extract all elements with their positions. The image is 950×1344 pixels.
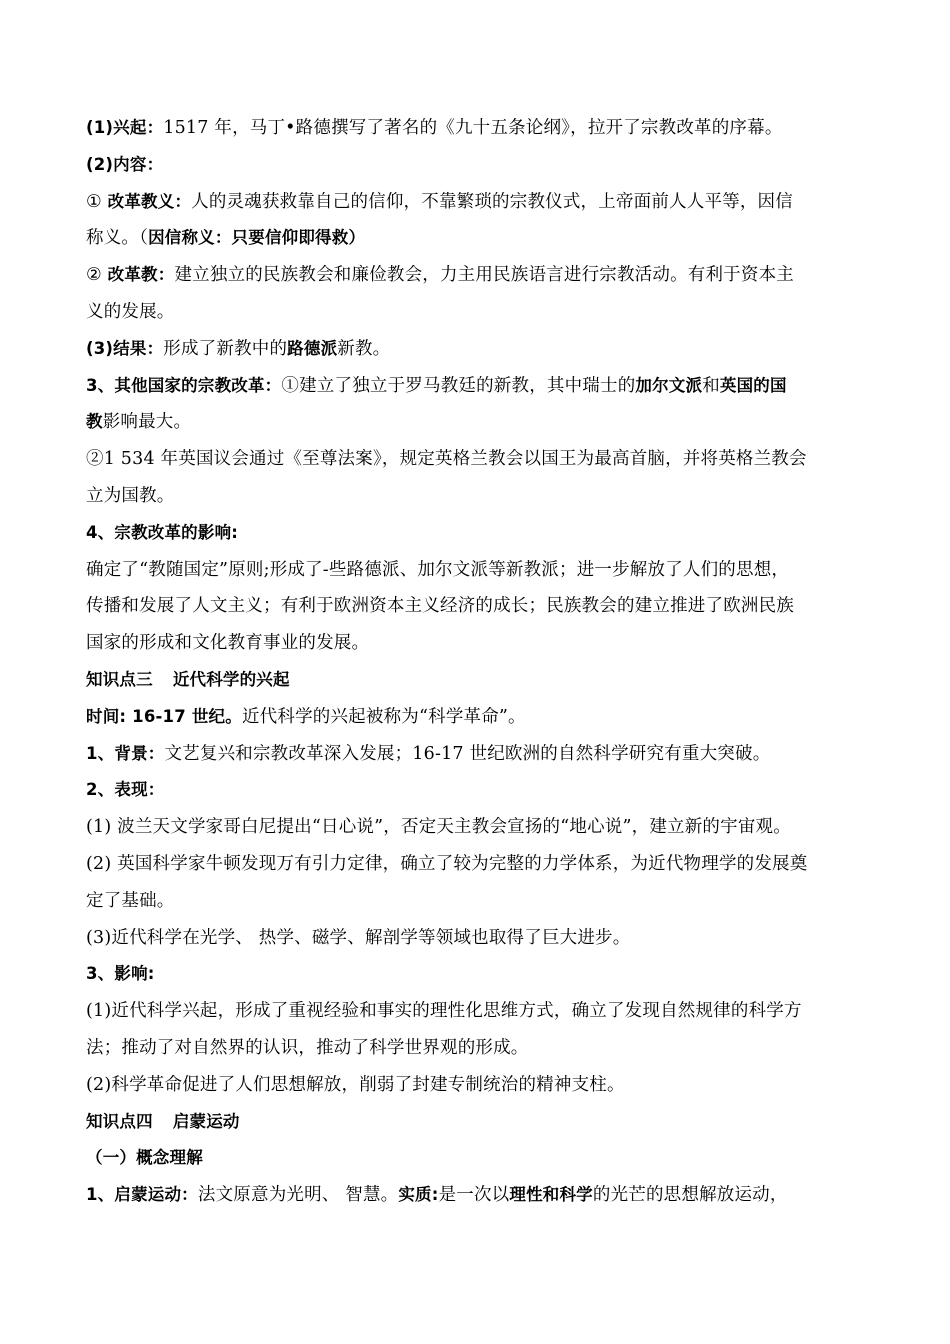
label-science-impact: 3、影响: <box>86 964 155 984</box>
text-rise: 1517 年，马丁•路德撰写了著名的《九十五条论纲》，拉开了宗教改革的序幕。 <box>163 118 783 138</box>
text-church-reform-b: 义的发展。 <box>86 301 175 322</box>
text-impact-1: 确定了“教随国定”原则;形成了-些路德派、加尔文派等新教派；进一步解放了人们的思想， <box>86 559 790 580</box>
heading-science-impact <box>86 956 876 993</box>
label-time: 时间: 16-17 世纪。 <box>86 706 242 726</box>
text-newton-b: 定了基础。 <box>86 890 175 911</box>
label-other-countries: 3、其他国家的宗教改革： <box>86 375 282 395</box>
section-heading-3 <box>86 662 876 699</box>
label-church-reform: 改革教： <box>107 265 175 285</box>
text-and: 和 <box>702 375 720 396</box>
paragraph-enlightenment <box>86 1177 876 1214</box>
label-doctrine-reform: 改革教义： <box>107 191 192 211</box>
circled-number-2: ② <box>86 265 102 286</box>
text-copernicus: (1) 波兰天文学家哥白尼提出“日心说”，否定天主教会宣扬的“地心说”，建立新的宇宙观。 <box>86 817 791 838</box>
text-act-of-supremacy-a: ②1 534 年英国议会通过《至尊法案》，规定英格兰教会以国王为最高首脑，并将英格兰教会 <box>86 449 807 470</box>
subheading-concept <box>86 1140 876 1177</box>
label-content: (2)内容： <box>86 154 164 174</box>
document-body <box>86 110 876 1214</box>
paragraph-other-countries <box>86 368 876 405</box>
paragraph-newton-cont <box>86 883 876 920</box>
section-4-label: 知识点四 <box>86 1111 153 1131</box>
text-science-impact-1a: (1)近代科学兴起，形成了重视经验和事实的理性化思维方式，确立了发现自然规律的科学方 <box>86 1001 802 1022</box>
heading-manifestation <box>86 772 876 809</box>
bold-calvinism: 加尔文派 <box>635 375 703 395</box>
paragraph-impact-line-2 <box>86 588 876 625</box>
paragraph-rise <box>86 110 876 147</box>
bold-essence: 实质: <box>398 1185 439 1205</box>
text-other-fields: (3)近代科学在光学、 热学、磁学、解剖学等领域也取得了巨大进步。 <box>86 927 631 948</box>
text-result-a: 形成了新教中的 <box>163 338 288 359</box>
section-4-title: 启蒙运动 <box>172 1111 240 1131</box>
paragraph-act-of-supremacy <box>86 441 876 478</box>
paragraph-doctrine-reform <box>86 184 876 221</box>
text-newton-a: (2) 英国科学家牛顿发现万有引力定律，确立了较为完整的力学体系，为近代物理学的发展奠 <box>86 853 808 874</box>
section-3-title: 近代科学的兴起 <box>172 669 290 689</box>
text-other-countries-b: 影响最大。 <box>102 412 192 433</box>
text-background: 文艺复兴和宗教改革深入发展；16-17 世纪欧洲的自然科学研究有重大突破。 <box>164 743 771 764</box>
paragraph-church-reform-cont <box>86 294 876 331</box>
text-enlightenment-b: 是一次以 <box>438 1185 510 1206</box>
label-manifestation: 2、表现： <box>86 780 165 800</box>
paragraph-impact-line-1 <box>86 552 876 589</box>
paragraph-other-fields <box>86 920 876 957</box>
label-background: 1、背景： <box>86 743 165 763</box>
text-science-impact-1b: 法；推动了对自然界的认识，推动了科学世界观的形成。 <box>86 1037 529 1058</box>
paragraph-newton <box>86 846 876 883</box>
bold-lutheran: 路德派 <box>287 338 338 358</box>
text-impact-2: 传播和发展了人文主义；有利于欧洲资本主义经济的成长；民族教会的建立推进了欧洲民族 <box>86 596 794 617</box>
text-science-impact-2: (2)科学革命促进了人们思想解放，削弱了封建专制统治的精神支柱。 <box>86 1074 625 1095</box>
text-doctrine-reform-a: 人的灵魂获救靠自己的信仰，不靠繁琐的宗教仪式，上帝面前人人平等，因信 <box>191 191 793 212</box>
paragraph-church-reform <box>86 257 876 294</box>
circled-number-1: ① <box>86 191 102 212</box>
heading-reform-impact <box>86 515 876 552</box>
text-church-reform-a: 建立独立的民族教会和廉俭教会，力主用民族语言进行宗教活动。有利于资本主 <box>174 265 794 286</box>
text-impact-3: 国家的形成和文化教育事业的发展。 <box>86 633 370 654</box>
paragraph-other-countries-cont <box>86 404 876 441</box>
text-act-of-supremacy-b: 立为国教。 <box>86 485 175 506</box>
label-concept: （一）概念理解 <box>86 1148 203 1168</box>
label-enlightenment: 1、启蒙运动： <box>86 1185 198 1205</box>
paragraph-copernicus <box>86 809 876 846</box>
paragraph-impact-line-3 <box>86 625 876 662</box>
paragraph-time <box>86 699 876 736</box>
bold-church-of-england-a: 英国的国 <box>719 375 787 395</box>
text-other-countries-a: ①建立了独立于罗马教廷的新教，其中瑞士的 <box>281 375 636 396</box>
paragraph-science-impact-1-cont <box>86 1030 876 1067</box>
paragraph-doctrine-reform-cont <box>86 220 876 257</box>
label-rise: (1)兴起： <box>86 118 164 137</box>
text-doctrine-reform-b: 称义。（ <box>86 228 149 249</box>
text-time: 近代科学的兴起被称为“科学革命”。 <box>241 706 526 727</box>
bold-reason-and-science: 理性和科学 <box>509 1185 593 1205</box>
section-3-label: 知识点三 <box>86 669 153 689</box>
paragraph-science-impact-2 <box>86 1067 876 1104</box>
bold-church-of-england-b: 教 <box>86 412 103 432</box>
text-result-b: 新教。 <box>337 338 391 359</box>
paragraph-act-of-supremacy-cont <box>86 478 876 515</box>
paragraph-science-impact-1 <box>86 993 876 1030</box>
text-enlightenment-a: 法文原意为光明、 智慧。 <box>197 1185 399 1206</box>
bold-justification-by-faith: 因信称义：只要信仰即得救） <box>148 228 366 248</box>
label-reform-impact: 4、宗教改革的影响: <box>86 522 239 542</box>
label-result: (3)结果： <box>86 338 164 358</box>
text-enlightenment-c: 的光芒的思想解放运动， <box>592 1185 788 1206</box>
section-heading-4 <box>86 1104 876 1141</box>
paragraph-result <box>86 331 876 368</box>
paragraph-background <box>86 736 876 773</box>
paragraph-content-heading <box>86 147 876 184</box>
